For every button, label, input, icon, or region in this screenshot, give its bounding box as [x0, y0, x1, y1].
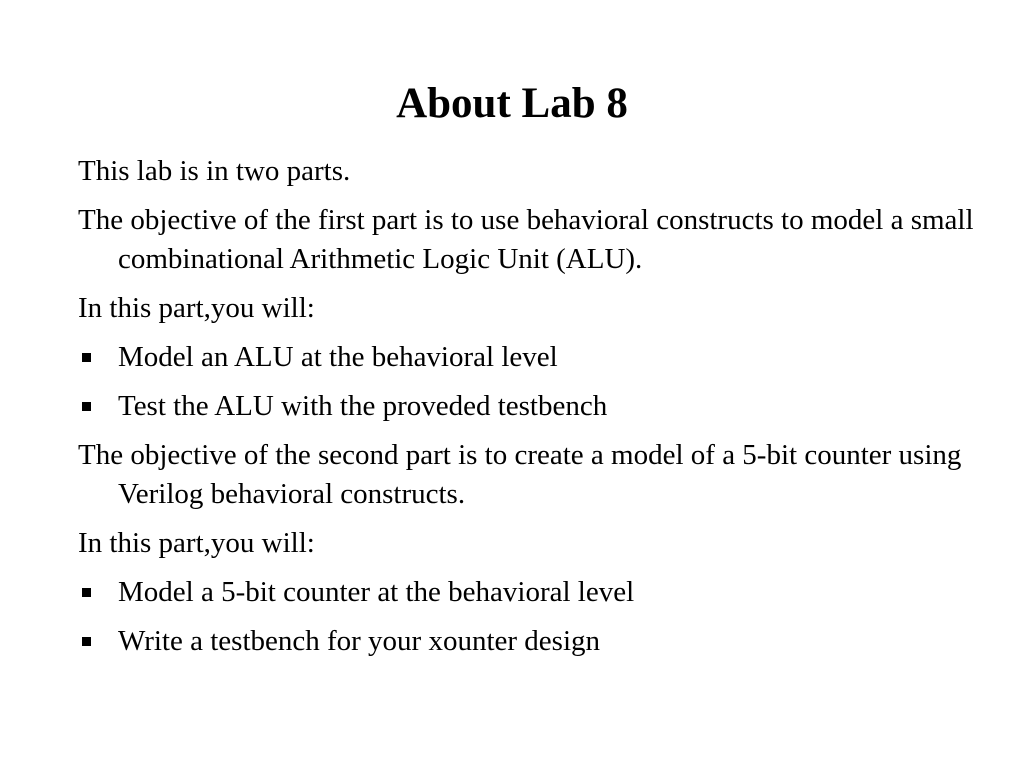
bullet-item — [78, 338, 978, 377]
bullet-text: Model an ALU at the behavioral level — [118, 341, 558, 373]
bullet-item — [78, 622, 978, 661]
bullet-text: Test the ALU with the proveded testbench — [118, 390, 608, 422]
bullet-item — [78, 387, 978, 426]
square-bullet-icon — [82, 588, 91, 597]
part2-lead-in: In this part,you will: — [78, 527, 315, 559]
bullet-item — [78, 573, 978, 612]
slide-title: About Lab 8 — [396, 80, 628, 127]
intro-text: This lab is in two parts. — [78, 155, 351, 187]
square-bullet-icon — [82, 637, 91, 646]
slide-body — [78, 152, 978, 671]
bullet-text: Write a testbench for your xounter design — [118, 625, 601, 657]
part2-objective: The objective of the second part is to create a model of a 5-bit counter using Verilog behavioral constructs. — [78, 439, 962, 510]
square-bullet-icon — [82, 353, 91, 362]
part1-lead-in: In this part,you will: — [78, 292, 315, 324]
square-bullet-icon — [82, 402, 91, 411]
bullet-text: Model a 5-bit counter at the behavioral level — [118, 576, 635, 608]
part1-objective: The objective of the first part is to use behavioral constructs to model a small combinational Arithmetic Logic Unit (ALU). — [78, 204, 974, 275]
